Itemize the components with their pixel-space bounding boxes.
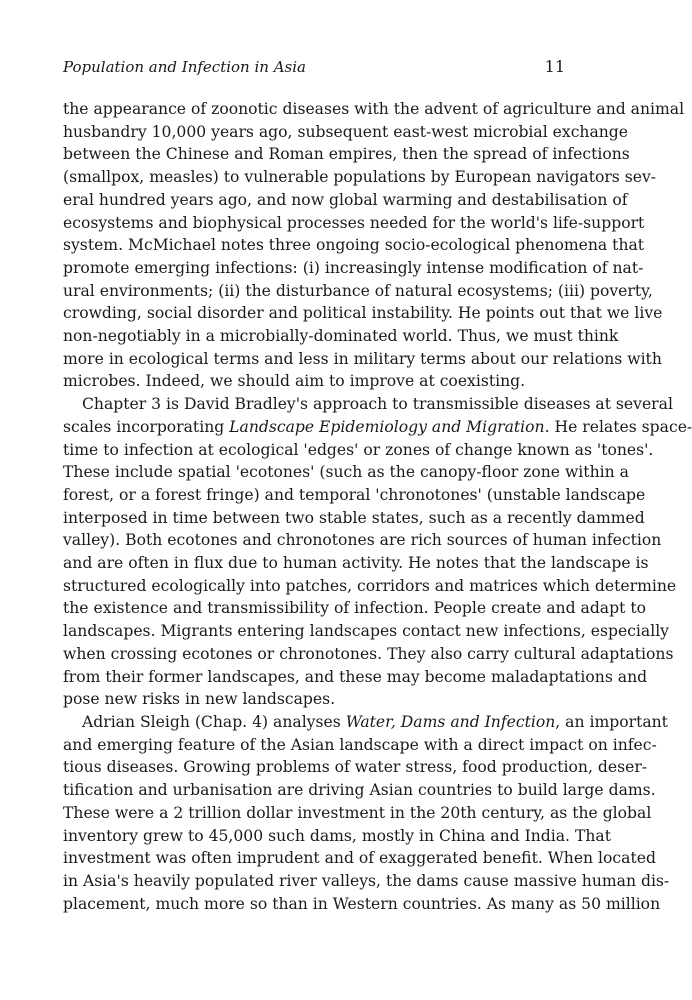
text-line: and emerging feature of the Asian landscape with a direct impact on infec-	[63, 735, 657, 754]
text-line: ecosystems and biophysical processes needed for the world's life-support	[63, 213, 645, 232]
text-line: in Asia's heavily populated river valleys, the dams cause massive human dis-	[63, 871, 670, 890]
text-line: tious diseases. Growing problems of water stress, food production, deser-	[63, 758, 648, 777]
text-line: (smallpox, measles) to vulnerable populations by European navigators sev-	[63, 168, 657, 187]
text-line: eral hundred years ago, and now global warming and destabilisation of	[63, 190, 628, 209]
text-line: Adrian Sleigh (Chap. 4) analyses Water, Dams and Infection, an important	[82, 712, 668, 731]
text-line: time to infection at ecological 'edges' or zones of change known as 'tones'.	[63, 440, 654, 459]
text-line: more in ecological terms and less in military terms about our relations with	[63, 349, 662, 368]
text-line: These include spatial 'ecotones' (such as the canopy-floor zone within a	[63, 463, 629, 482]
text-line: scales incorporating Landscape Epidemiology and Migration. He relates space-	[63, 417, 692, 436]
text-line: system. McMichael notes three ongoing socio-ecological phenomena that	[63, 236, 645, 255]
text-line: investment was often imprudent and of exaggerated benefit. When located	[63, 849, 656, 868]
text-line: from their former landscapes, and these may become maladaptations and	[63, 667, 648, 686]
paragraph	[63, 98, 685, 393]
text-line: the appearance of zoonotic diseases with the advent of agriculture and animal	[63, 100, 685, 118]
text-line: forest, or a forest fringe) and temporal 'chronotones' (unstable landscape	[63, 485, 646, 504]
text-line: valley). Both ecotones and chronotones are rich sources of human infection	[63, 531, 662, 550]
text-line: crowding, social disorder and political instability. He points out that we live	[63, 304, 663, 323]
text-line: husbandry 10,000 years ago, subsequent east-west microbial exchange	[63, 122, 629, 141]
paragraph	[63, 711, 670, 915]
text-line: between the Chinese and Roman empires, then the spread of infections	[63, 145, 630, 164]
text-line: inventory grew to 45,000 such dams, mostly in China and India. That	[63, 826, 611, 845]
body-text	[63, 98, 692, 915]
text-line: Chapter 3 is David Bradley's approach to transmissible diseases at several	[82, 395, 673, 414]
text-line: placement, much more so than in Western countries. As many as 50 million	[63, 894, 661, 913]
text-line: interposed in time between two stable states, such as a recently dammed	[63, 508, 645, 527]
text-line: when crossing ecotones or chronotones. They also carry cultural adaptations	[63, 644, 674, 663]
text-line: pose new risks in new landscapes.	[63, 690, 336, 709]
text-line: the existence and transmissibility of infection. People create and adapt to	[63, 599, 646, 618]
text-line: ural environments; (ii) the disturbance of natural ecosystems; (iii) poverty,	[63, 281, 653, 300]
text-line: microbes. Indeed, we should aim to improve at coexisting.	[63, 372, 526, 391]
text-line: landscapes. Migrants entering landscapes contact new infections, especially	[63, 622, 669, 641]
text-line: structured ecologically into patches, corridors and matrices which determine	[63, 576, 677, 595]
page-number: 11	[544, 57, 565, 76]
text-line: and are often in flux due to human activity. He notes that the landscape is	[63, 554, 649, 573]
text-line: promote emerging infections: (i) increasingly intense modification of nat-	[63, 258, 644, 277]
text-line: tification and urbanisation are driving Asian countries to build large dams.	[63, 781, 656, 800]
paragraph	[63, 393, 692, 711]
text-line: non-negotiably in a microbially-dominated world. Thus, we must think	[63, 327, 619, 346]
running-head: Population and Infection in Asia	[63, 58, 306, 76]
text-line: These were a 2 trillion dollar investment in the 20th century, as the global	[63, 803, 652, 822]
